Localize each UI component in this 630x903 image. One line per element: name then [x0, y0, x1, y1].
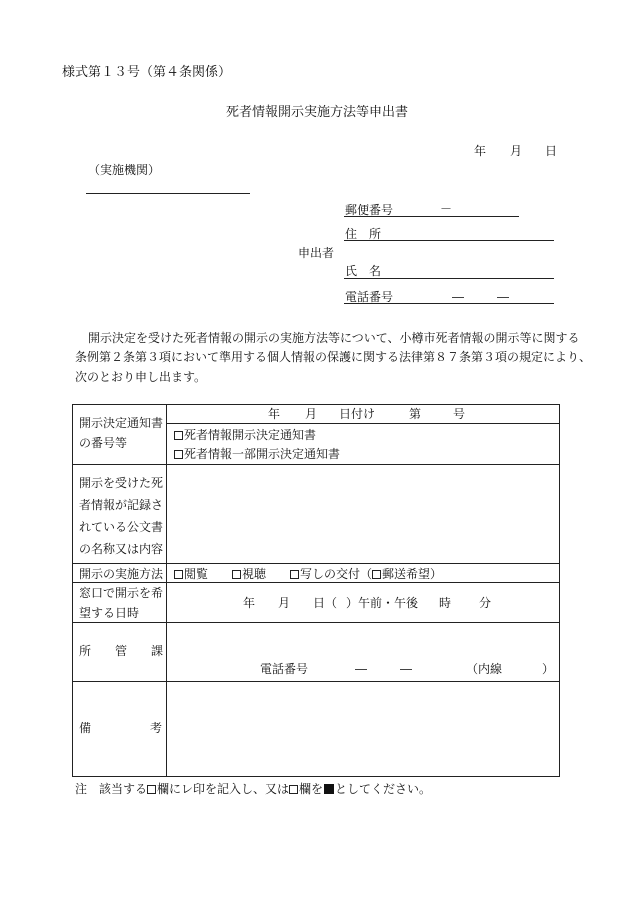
window-paren-close: ） — [346, 596, 359, 610]
table-column-divider — [166, 405, 167, 776]
notice-number-suffix: 号 — [453, 407, 466, 421]
postal-label: 郵便番号 — [345, 203, 394, 217]
postal-dash: － — [440, 202, 453, 216]
department-phone-dash-1: ― — [355, 662, 367, 676]
notice-number-label-1: 開示決定通知書 — [79, 416, 164, 430]
date-month-label: 月 — [510, 144, 523, 158]
application-table — [72, 404, 560, 777]
body-line-2: 条例第２条第３項において準用する個人情報の保護に関する法律第８７条第３項の規定により、 — [75, 350, 592, 364]
remarks-label-left: 備 — [79, 721, 92, 735]
document-label-1: 開示を受けた死 — [79, 476, 164, 490]
name-label: 氏 名 — [345, 264, 382, 278]
row-divider-4 — [73, 622, 559, 623]
checkbox-full-disclosure[interactable] — [174, 431, 183, 440]
name-field[interactable] — [344, 278, 554, 279]
remarks-field[interactable] — [169, 684, 556, 773]
option-copy[interactable]: 写しの交付（ 郵送希望） — [290, 568, 442, 580]
document-label-3: れている公文書 — [79, 520, 164, 534]
note-checkbox-symbol-2 — [289, 785, 298, 794]
extension-open: （内線 — [466, 662, 503, 676]
window-minute-label: 分 — [479, 596, 492, 610]
checkbox-listening[interactable] — [232, 570, 241, 579]
form-number: 様式第１３号（第４条関係） — [62, 65, 232, 80]
window-date-label-2: 望する日時 — [79, 606, 140, 620]
address-label: 住 所 — [345, 227, 382, 241]
checkbox-mail[interactable] — [372, 570, 381, 579]
option-viewing[interactable]: 閲覧 — [174, 568, 208, 580]
phone-label: 電話番号 — [345, 290, 394, 304]
notice-number-label-2: の番号等 — [79, 436, 128, 450]
window-year-label: 年 — [243, 596, 256, 610]
body-line-1: 開示決定を受けた死者情報の開示の実施方法等について、小樽市死者情報の開示等に関する — [88, 331, 580, 345]
phone-dash-1: ― — [452, 290, 464, 304]
checkbox-copy[interactable] — [290, 570, 299, 579]
window-date-label-1: 窓口で開示を希 — [79, 586, 164, 600]
option-full-disclosure[interactable]: 死者情報開示決定通知書 — [174, 429, 316, 441]
institution-label: （実施機関） — [88, 163, 161, 177]
footnote: 注 該当する 欄にレ印を記入し、又は 欄を としてください。 — [75, 782, 432, 796]
ampm-selector[interactable]: 午前・午後 — [358, 596, 419, 610]
document-label-4: の名称又は内容 — [79, 542, 164, 556]
extension-close: ） — [542, 662, 555, 676]
body-line-3: 次のとおり申し出ます。 — [75, 370, 207, 384]
applicant-label: 申出者 — [298, 246, 335, 260]
notice-year-label: 年 — [268, 407, 281, 421]
note-filled-square-symbol — [324, 784, 334, 794]
date-year-label: 年 — [474, 144, 487, 158]
method-label: 開示の実施方法 — [79, 567, 164, 581]
notice-number-prefix: 第 — [409, 407, 422, 421]
postal-field[interactable] — [344, 216, 519, 217]
department-phone-dash-2: ― — [400, 662, 412, 676]
document-content-field[interactable] — [169, 467, 556, 561]
date-day-label: 日 — [545, 144, 558, 158]
phone-dash-2: ― — [497, 290, 509, 304]
notice-date-suffix: 日付け — [339, 407, 376, 421]
notice-month-label: 月 — [305, 407, 318, 421]
row-divider-1 — [73, 464, 559, 465]
institution-field[interactable] — [86, 193, 250, 194]
remarks-label-right: 考 — [150, 721, 163, 735]
window-month-label: 月 — [278, 596, 291, 610]
note-checkbox-symbol-1 — [147, 785, 156, 794]
phone-field[interactable] — [344, 303, 554, 304]
page-title: 死者情報開示実施方法等申出書 — [226, 105, 409, 120]
checkbox-partial-disclosure[interactable] — [174, 450, 183, 459]
row1-inner-divider — [166, 423, 559, 424]
window-day-label: 日（ — [313, 596, 338, 610]
department-label: 所 管 課 — [79, 644, 164, 658]
address-field[interactable] — [344, 240, 554, 241]
document-label-2: 者情報が記録さ — [79, 498, 164, 512]
checkbox-viewing[interactable] — [174, 570, 183, 579]
row-divider-5 — [73, 681, 559, 682]
option-listening[interactable]: 視聴 — [232, 568, 266, 580]
department-phone-label: 電話番号 — [260, 662, 309, 676]
window-hour-label: 時 — [439, 596, 452, 610]
option-partial-disclosure[interactable]: 死者情報一部開示決定通知書 — [174, 448, 340, 460]
